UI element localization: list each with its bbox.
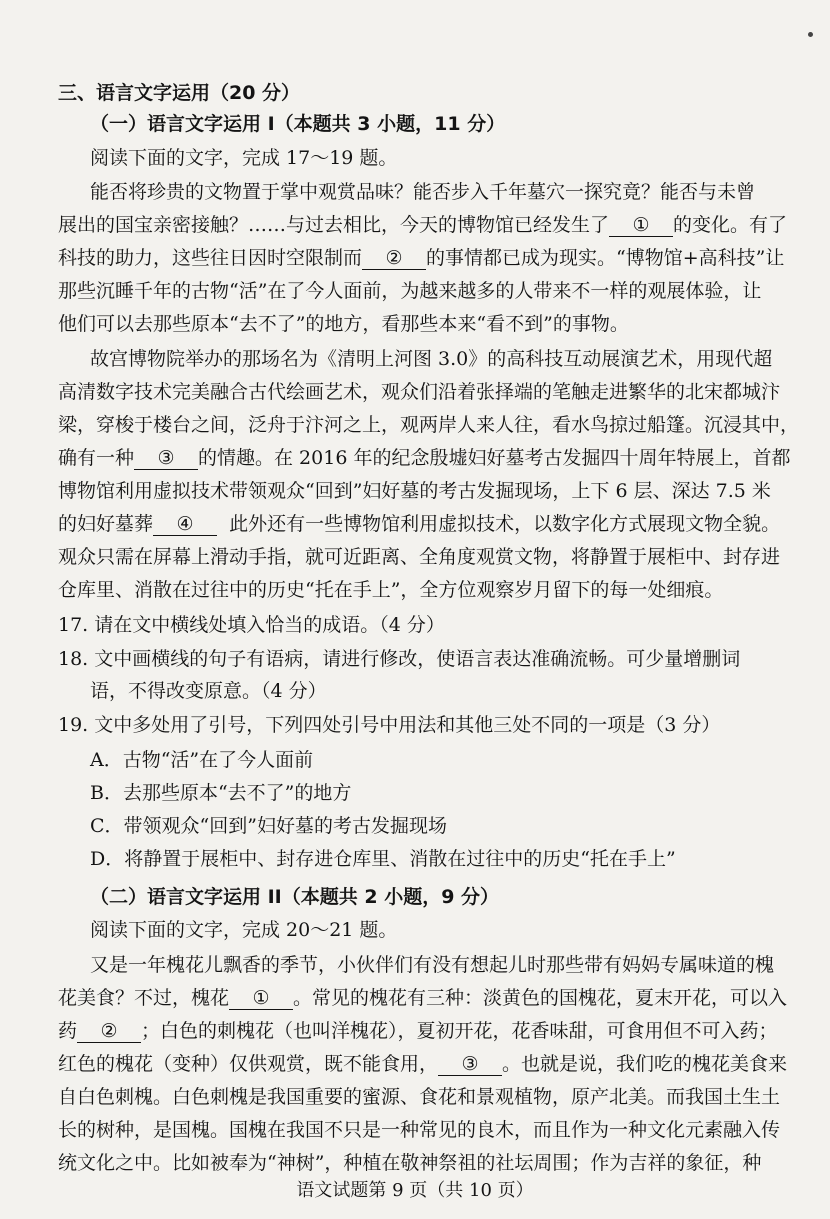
passage2-line — [58, 511, 780, 537]
passage-text: 。也就是说，我们吃的槐花美食来 — [502, 1053, 788, 1075]
option-c: C．带领观众“回到”妇好墓的考古发掘现场 — [90, 815, 447, 837]
question-17: 17. 请在文中横线处填入恰当的成语。（4 分） — [58, 614, 445, 636]
passage2-line: 博物馆利用虚拟技术带领观众“回到”妇好墓的考古发掘现场，上下 6 层、深达 7.5 米 — [58, 480, 771, 502]
section-title: 三、语言文字运用（20 分） — [58, 82, 301, 104]
passage1-line: 那些沉睡千年的古物“活”在了今人面前，为越来越多的人带来不一样的观展体验，让 — [58, 280, 762, 302]
passage-text: 展出的国宝亲密接触？……与过去相比，今天的博物馆已经发生了 — [58, 214, 610, 236]
passage2-line: 观众只需在屏幕上滑动手指，就可近距离、全角度观赏文物，将静置于展柜中、封存进 — [58, 546, 781, 568]
answer-blank-7: ③ — [438, 1053, 502, 1076]
passage-text: 的妇好墓葬 — [58, 513, 154, 535]
passage-text: 此外还有一些博物馆利用虚拟技术，以数字化方式展现文物全貌。 — [229, 513, 781, 535]
passage-text: 的情趣。在 2016 年的纪念殷墟妇好墓考古发掘四十周年特展上，首都 — [198, 447, 791, 469]
question-18-cont: 语，不得改变原意。（4 分） — [90, 680, 327, 702]
answer-blank-1: ① — [609, 214, 673, 237]
passage3-line: 又是一年槐花儿飘香的季节，小伙伴们有没有想起儿时那些带有妈妈专属味道的槐 — [90, 954, 775, 976]
passage-text: 确有一种 — [58, 447, 135, 469]
passage-text: 红色的槐花（变种）仅供观赏，既不能食用， — [58, 1053, 439, 1075]
part2-instruction: 阅读下面的文字，完成 20～21 题。 — [90, 919, 398, 941]
answer-blank-3: ③ — [134, 447, 198, 470]
option-a: A．古物“活”在了今人面前 — [90, 749, 314, 771]
answer-blank-5: ① — [229, 987, 293, 1010]
passage3-line: 长的树种，是国槐。国槐在我国不只是一种常见的良木，而且作为一种文化元素融入传 — [58, 1119, 781, 1141]
passage2-line: 梁，穿梭于楼台之间，泛舟于汴河之上，观两岸人来人往，看水鸟掠过船篷。沉浸其中， — [58, 414, 800, 436]
passage1-line: 他们可以去那些原本“去不了”的地方，看那些本来“看不到”的事物。 — [58, 313, 629, 335]
passage-text: 的事情都已成为现实。“博物馆+高科技”让 — [426, 247, 785, 269]
part1-instruction: 阅读下面的文字，完成 17～19 题。 — [90, 147, 398, 169]
passage2-line: 仓库里、消散在过往中的历史“托在手上”，全方位观察岁月留下的每一处细痕。 — [58, 579, 724, 601]
passage-text: 的变化。有了 — [673, 214, 788, 236]
passage-text: ；白色的刺槐花（也叫洋槐花），夏初开花，花香味甜，可食用但不可入药； — [141, 1020, 778, 1042]
scan-speck — [808, 32, 813, 37]
question-19: 19. 文中多处用了引号，下列四处引号中用法和其他三处不同的一项是（3 分） — [58, 714, 721, 736]
answer-blank-4: ④ — [153, 513, 217, 536]
passage-text: 。常见的槐花有三种：淡黄色的国槐花，夏末开花，可以入 — [293, 987, 788, 1009]
part1-title: （一）语言文字运用 I（本题共 3 小题，11 分） — [90, 113, 506, 135]
passage-text: 花美食？不过，槐花 — [58, 987, 230, 1009]
answer-blank-6: ② — [77, 1020, 141, 1043]
passage-text: 药 — [58, 1020, 78, 1042]
passage3-line — [58, 985, 787, 1011]
answer-blank-2: ② — [362, 247, 426, 270]
part2-title: （二）语言文字运用 II（本题共 2 小题，9 分） — [90, 886, 500, 908]
question-18: 18. 文中画横线的句子有语病，请进行修改，使语言表达准确流畅。可少量增删词 — [58, 648, 741, 670]
passage3-line: 自白色刺槐。白色刺槐是我国重要的蜜源、食花和景观植物，原产北美。而我国土生土 — [58, 1086, 781, 1108]
passage2-line — [58, 445, 790, 471]
passage3-line — [58, 1018, 778, 1044]
passage1-line — [58, 212, 787, 238]
option-b: B．去那些原本“去不了”的地方 — [90, 782, 352, 804]
passage3-line: 统文化之中。比如被奉为“神树”，种植在敬神祭祖的社坛周围；作为吉祥的象征，种 — [58, 1152, 762, 1174]
option-d: D．将静置于展柜中、封存进仓库里、消散在过往中的历史“托在手上” — [90, 848, 676, 870]
passage2-line: 高清数字技术完美融合古代绘画艺术，观众们沿着张择端的笔触走进繁华的北宋都城汴 — [58, 381, 781, 403]
passage1-line — [58, 245, 784, 271]
passage3-line — [58, 1051, 787, 1077]
page-footer: 语文试题第 9 页（共 10 页） — [296, 1180, 534, 1201]
passage2-line: 故宫博物院举办的那场名为《清明上河图 3.0》的高科技互动展演艺术，用现代超 — [90, 348, 773, 370]
passage-text: 科技的助力，这些往日因时空限制而 — [58, 247, 363, 269]
passage1-line: 能否将珍贵的文物置于掌中观赏品味？能否步入千年墓穴一探究竟？能否与未曾 — [90, 181, 756, 203]
